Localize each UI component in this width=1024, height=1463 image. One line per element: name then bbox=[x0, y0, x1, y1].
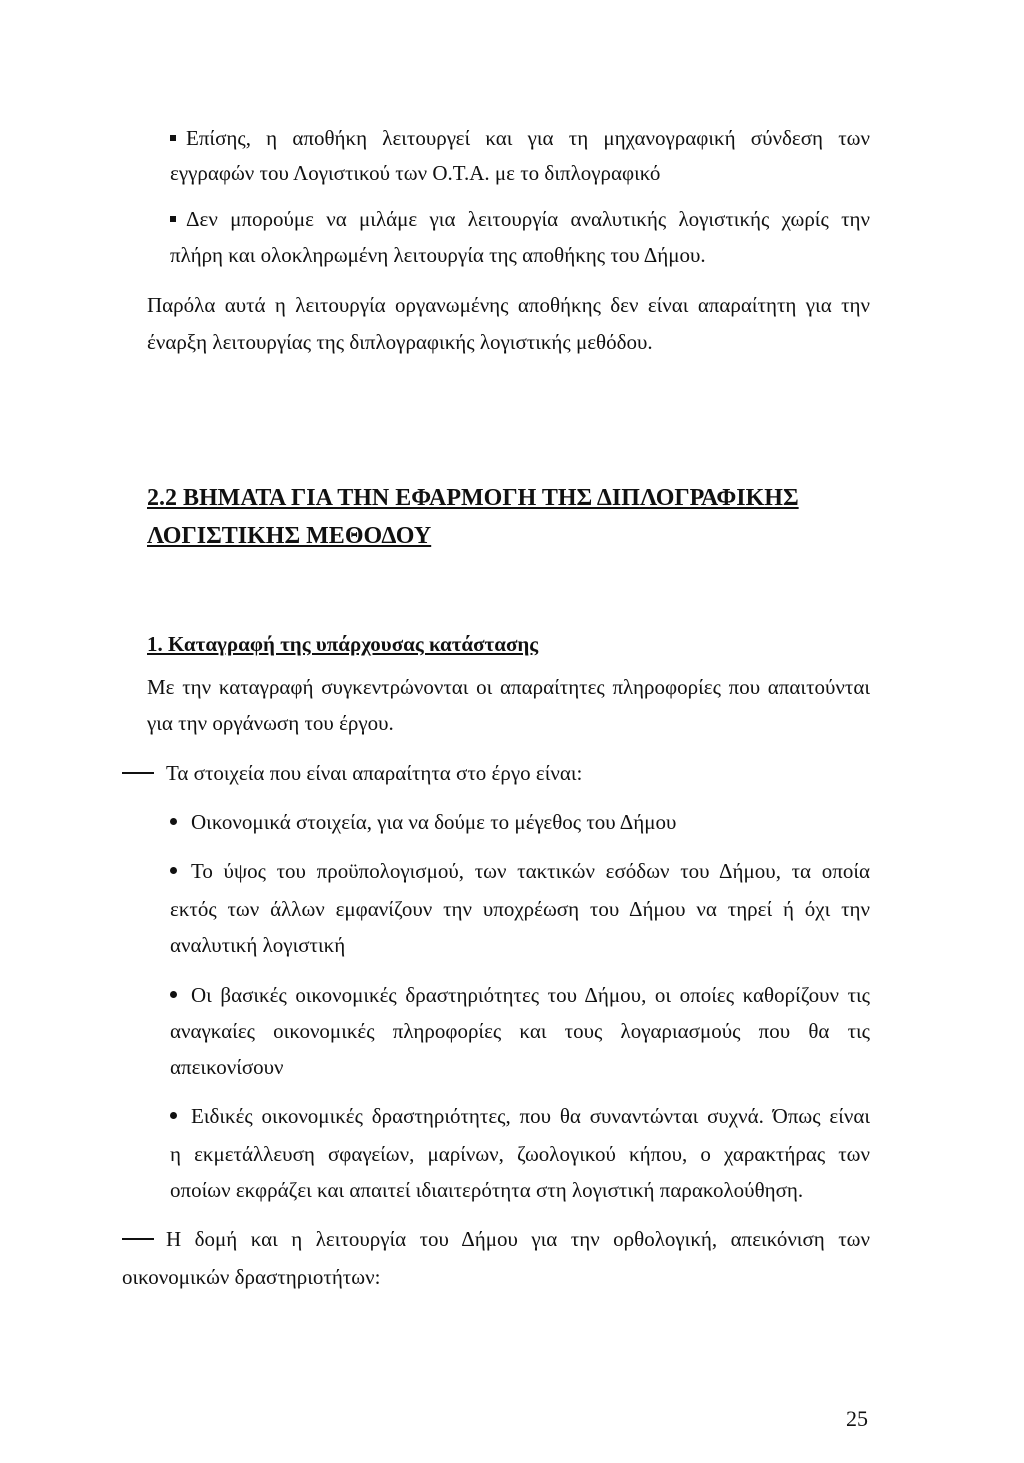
paragraph-2-line-2: για την οργάνωση του έργου. bbox=[147, 711, 394, 735]
page-number: 25 bbox=[846, 1406, 868, 1431]
dot-bullet-icon bbox=[170, 818, 177, 825]
square-bullet-icon bbox=[170, 216, 176, 222]
bullet-1-line-1: Επίσης, η αποθήκη λειτουργεί και για τη μηχανογραφική σύνδεση των bbox=[170, 125, 870, 151]
dot-bullet-icon bbox=[170, 1112, 177, 1119]
dot-bullet-icon bbox=[170, 991, 177, 998]
bullet-2-line-2: πλήρη και ολοκληρωμένη λειτουργία της αποθήκης του Δήμου. bbox=[170, 243, 706, 267]
dot-bullet-4-line-2: η εκμετάλλευση σφαγείων, μαρίνων, ζωολογικού κήπου, ο χαρακτήρας των bbox=[170, 1142, 870, 1166]
dash-item-1: Τα στοιχεία που είναι απαραίτητα στο έργο είναι: bbox=[122, 760, 582, 786]
dot-bullet-2-line-3: αναλυτική λογιστική bbox=[170, 933, 346, 957]
bullet-2-line-1: Δεν μπορούμε να μιλάμε για λειτουργία αναλυτικής λογιστικής χωρίς την bbox=[170, 206, 870, 232]
dot-bullet-4-line-1: Ειδικές οικονομικές δραστηριότητες, που θα συναντώνται συχνά. Όπως είναι bbox=[170, 1103, 870, 1129]
dot-bullet-icon bbox=[170, 867, 177, 874]
subheading: 1. Καταγραφή της υπάρχουσας κατάστασης bbox=[147, 632, 539, 656]
dash-icon bbox=[122, 772, 154, 774]
dot-bullet-3-line-3: απεικονίσουν bbox=[170, 1055, 284, 1079]
dot-bullet-2-line-2: εκτός των άλλων εμφανίζουν την υποχρέωση του Δήμου να τηρεί ή όχι την bbox=[170, 897, 870, 921]
dot-bullet-3-line-1: Οι βασικές οικονομικές δραστηριότητες του Δήμου, οι οποίες καθορίζουν τις bbox=[170, 982, 870, 1008]
dash-item-2-line-1: Η δομή και η λειτουργία του Δήμου για την ορθολογική, απεικόνιση των bbox=[122, 1226, 870, 1252]
bullet-1-line-2: εγγραφών του Λογιστικού των Ο.Τ.Α. με το διπλογραφικό bbox=[170, 161, 661, 185]
square-bullet-icon bbox=[170, 135, 176, 141]
dot-bullet-4-line-3: οποίων εκφράζει και απαιτεί ιδιαιτερότητα στη λογιστική παρακολούθηση. bbox=[170, 1178, 804, 1202]
dash-item-2-line-2: οικονομικών δραστηριοτήτων: bbox=[122, 1265, 381, 1289]
paragraph-2-line-1: Με την καταγραφή συγκεντρώνονται οι απαραίτητες πληροφορίες που απαιτούνται bbox=[147, 675, 870, 699]
dot-bullet-3-line-2: αναγκαίες οικονομικές πληροφορίες και τους λογαριασμούς που θα τις bbox=[170, 1019, 870, 1043]
dot-bullet-1-line-1: Οικονομικά στοιχεία, για να δούμε το μέγεθος του Δήμου bbox=[170, 809, 676, 835]
paragraph-1-line-1: Παρόλα αυτά η λειτουργία οργανωμένης αποθήκης δεν είναι απαραίτητη για την bbox=[147, 293, 870, 317]
section-heading-line-1: 2.2 ΒΗΜΑΤΑ ΓΙΑ ΤΗΝ ΕΦΑΡΜΟΓΗ ΤΗΣ ΔΙΠΛΟΓΡΑΦΙΚΗΣ bbox=[147, 485, 799, 511]
section-heading-line-2: ΛΟΓΙΣΤΙΚΗΣ ΜΕΘΟΔΟΥ bbox=[147, 523, 432, 549]
dash-icon bbox=[122, 1238, 154, 1240]
dot-bullet-2-line-1: Το ύψος του προϋπολογισμού, των τακτικών εσόδων του Δήμου, τα οποία bbox=[170, 858, 870, 884]
paragraph-1-line-2: έναρξη λειτουργίας της διπλογραφικής λογιστικής μεθόδου. bbox=[147, 330, 653, 354]
